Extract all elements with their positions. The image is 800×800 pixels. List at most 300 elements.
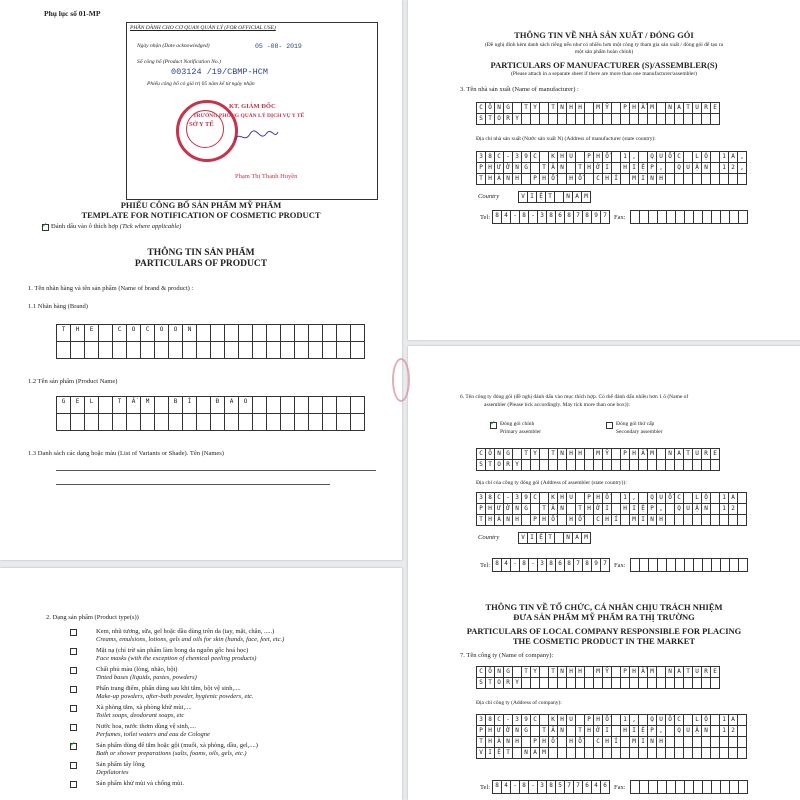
asm-name-char-cell [693,460,702,471]
brand-char-cell: T [57,325,71,342]
asm-addr-char-cell [666,504,675,515]
co-name-char-cell [711,678,720,689]
asm-addr-char-cell: Ư [495,504,504,515]
asm-fax-label: Fax: [614,562,626,569]
co-addr-char-cell: , [657,726,666,737]
co-addr-char-cell: 3 [477,715,486,726]
product-char-cell [281,414,295,431]
mfr-addr-char-cell [702,174,711,185]
mfr-addr-char-cell [666,174,675,185]
co-addr-char-cell [684,748,693,759]
mfr-tel-char-cell: - [529,211,538,224]
asm-addr-char-cell: Q [648,493,657,504]
responsible-title-en-1: PARTICULARS OF LOCAL COMPANY RESPONSIBLE FOR PLACING [466,626,742,636]
notification-no-label: Số công bố (Product Notification No.) [137,59,221,65]
mfr-name-char-cell [675,114,684,125]
co-addr-char-cell: M [540,748,549,759]
mfr-tel-char-cell: 8 [547,211,556,224]
mfr-addr-char-cell: H [486,174,495,185]
asm-addr-char-cell: Ồ [576,515,585,526]
brand-char-cell: O [155,325,169,342]
brand-char-cell [197,325,211,342]
asm-name-char-cell: S [477,460,486,471]
asm-tel-char-cell: 6 [556,559,565,572]
co-name-char-cell: T [486,678,495,689]
co-addr-char-cell [738,726,747,737]
product-char-cell [99,414,113,431]
co-tel-char-cell: 7 [565,781,574,794]
mfr-name-char-cell: T [549,103,558,114]
asm-country-char-cell: T [546,533,555,544]
product-char-cell [267,397,281,414]
manufacturer-title-en: PARTICULARS OF MANUFACTURER (S)/ASSEMBLER(S) [490,60,718,70]
asm-name-char-cell: N [495,449,504,460]
mfr-addr-char-cell: N [558,163,567,174]
asm-addr-char-cell: N [558,504,567,515]
mfr-fax-char-cell [649,211,658,224]
asm-fax-char-cell [640,559,649,572]
mfr-addr-char-cell [666,163,675,174]
asm-name-char-cell: Y [531,449,540,460]
product-char-cell [113,414,127,431]
mfr-name-char-cell [639,114,648,125]
product-char-cell: E [71,397,85,414]
tick-note-checkbox [42,224,49,231]
co-addr-char-cell [630,748,639,759]
product-char-cell [225,414,239,431]
co-addr-char-cell: H [621,726,630,737]
product-char-cell [351,397,365,414]
form-title-en: TEMPLATE FOR NOTIFICATION OF COSMETIC PRODUCT [81,210,321,220]
co-name-char-cell [585,678,594,689]
mfr-name-char-cell [711,114,720,125]
mfr-name-char-cell: N [666,103,675,114]
co-fax-char-cell [667,781,676,794]
product-type-vn: Phấn trang điểm, phấn dùng sau khi tắm, bột vệ sinh,.... [96,685,241,692]
co-name-char-cell [522,678,531,689]
asm-addr-char-cell: N [702,504,711,515]
co-addr-char-cell: 9 [522,715,531,726]
asm-addr-char-cell: Ờ [504,504,513,515]
co-addr-char-cell [540,715,549,726]
co-name-char-cell [576,678,585,689]
co-name-char-cell [558,678,567,689]
co-addr-char-cell [702,748,711,759]
product-type-checkbox[interactable] [70,705,77,712]
co-name-char-cell [702,678,711,689]
product-char-cell [323,397,337,414]
co-name-char-cell [612,678,621,689]
co-addr-char-cell: N [504,737,513,748]
asm-name-char-cell: R [702,449,711,460]
asm-name-char-cell: R [504,460,513,471]
product-char-cell: O [239,397,253,414]
co-name-char-cell: N [495,667,504,678]
mfr-addr-char-cell: Ồ [576,174,585,185]
item-1-3-label: 1.3 Danh sách các dạng hoặc màu (List of Variants or Shade). Tên (Names) [28,450,224,457]
mfr-name-char-cell [702,114,711,125]
asm-addr-char-cell: 2 [729,504,738,515]
co-name-char-cell [657,678,666,689]
asm-name-char-cell [549,460,558,471]
mfr-addr-char-cell: N [702,163,711,174]
responsible-title-vn-1: THÔNG TIN VỀ TỔ CHỨC, CÁ NHÂN CHỊU TRÁCH NHIỆM [485,602,723,612]
brand-char-cell [85,342,99,359]
co-addr-char-cell: Ớ [594,726,603,737]
mfr-addr-char-cell: Q [648,152,657,163]
co-addr-char-cell [657,748,666,759]
mfr-addr-char-cell [558,174,567,185]
co-name-char-cell [693,678,702,689]
brand-char-cell: E [85,325,99,342]
asm-fax-char-cell [712,559,721,572]
asm-fax-char-cell [676,559,685,572]
mfr-country-char-cell: A [573,192,582,203]
official-seal-inner [186,110,224,148]
asm-fax-char-cell [703,559,712,572]
product-type-vn: Xà phòng tắm, xà phòng khử mùi,.... [96,704,192,711]
asm-name-char-cell: U [693,449,702,460]
co-name-char-cell: Y [531,667,540,678]
product-type-vn: Chất phủ màu (lỏng, nhão, bột) [96,666,178,673]
mfr-addr-char-cell [720,174,729,185]
asm-name-char-cell: T [486,460,495,471]
mfr-tel-char-cell: - [511,211,520,224]
asm-name-char-cell [612,460,621,471]
co-name-char-cell: R [504,678,513,689]
asm-addr-char-cell [693,515,702,526]
mfr-name-char-cell: M [594,103,603,114]
mfr-fax-char-cell [739,211,748,224]
asm-addr-char-cell: Q [675,504,684,515]
asm-addr-char-cell: 3 [513,493,522,504]
mfr-name-char-cell [612,103,621,114]
co-addr-char-cell [513,748,522,759]
mfr-name-char-cell [585,103,594,114]
mfr-name-char-cell: Ô [486,103,495,114]
asm-addr-char-cell: , [630,493,639,504]
mfr-addr-char-cell [711,174,720,185]
co-tel-char-cell: 5 [556,781,565,794]
mfr-name-char-cell: P [621,103,630,114]
mfr-fax-char-cell [658,211,667,224]
mfr-addr-char-cell [522,174,531,185]
product-char-cell [71,414,85,431]
mfr-addr-char-cell: I [639,174,648,185]
mfr-fax-char-cell [676,211,685,224]
co-addr-char-cell: U [684,726,693,737]
assembler-address-label: Địa chỉ của công ty đóng gói (Address of assembler (state country)): [476,480,627,486]
co-addr-char-cell: Ờ [504,726,513,737]
brand-char-cell [155,342,169,359]
asm-addr-char-cell [612,504,621,515]
mfr-name-char-cell [612,114,621,125]
asm-addr-char-cell: U [684,504,693,515]
mfr-addr-char-cell: I [603,163,612,174]
co-addr-char-cell: H [594,715,603,726]
asm-name-char-cell: H [576,449,585,460]
co-addr-char-cell: Ệ [639,726,648,737]
asm-name-char-cell [648,460,657,471]
co-addr-char-cell [531,726,540,737]
asm-addr-char-cell: G [522,504,531,515]
product-type-en: Face masks (with the exception of chemical peeling products) [96,655,257,662]
asm-tel-char-cell: 9 [592,559,601,572]
co-name-char-cell: C [477,667,486,678]
co-name-char-cell: Ỹ [603,667,612,678]
form-title-vn: PHIẾU CÔNG BỐ SẢN PHẨM MỸ PHẨM [120,200,282,210]
asm-addr-char-cell: A [729,493,738,504]
co-addr-char-cell: Í [612,737,621,748]
co-addr-char-cell: T [576,726,585,737]
co-tel-char-cell: 3 [538,781,547,794]
asm-addr-char-cell: 9 [522,493,531,504]
asm-name-char-cell [603,460,612,471]
asm-name-char-cell: Ẩ [639,449,648,460]
co-name-char-cell: Ô [486,667,495,678]
asm-tel-char-cell: 3 [538,559,547,572]
mfr-name-char-cell [513,103,522,114]
asm-name-char-cell [576,460,585,471]
mfr-addr-char-cell: Q [675,163,684,174]
mfr-country-char-cell: N [564,192,573,203]
product-type-vn: Sản phẩm khử mùi và chống mùi. [96,780,184,787]
product-type-en: Depilatories [96,769,129,776]
brand-grid [56,324,365,359]
mfr-country-char-cell: T [546,192,555,203]
asm-name-char-cell [522,460,531,471]
co-addr-char-cell: Ố [666,715,675,726]
co-addr-char-cell: Â [549,726,558,737]
co-name-char-cell: N [558,667,567,678]
mfr-addr-char-cell: H [486,163,495,174]
mfr-country-char-cell [555,192,564,203]
asm-addr-char-cell [711,504,720,515]
mfr-addr-char-cell [576,152,585,163]
asm-addr-char-cell: H [603,515,612,526]
asm-name-char-cell: H [567,449,576,460]
asm-addr-char-cell [576,493,585,504]
brand-char-cell [57,342,71,359]
assembler-address-grid [476,492,747,526]
asm-addr-char-cell: C [594,515,603,526]
co-addr-char-cell: 1 [720,715,729,726]
co-addr-char-cell: 3 [513,715,522,726]
co-addr-char-cell: N [648,737,657,748]
asm-name-char-cell [540,460,549,471]
mfr-name-char-cell [558,114,567,125]
item-6-label-1: 6. Tên công ty đóng gói (đề nghị đánh dấu vào mục thích hợp. Có thể đánh dấu nhiều hơn 1 ô (Name of [460,394,689,400]
asm-fax-char-cell [658,559,667,572]
product-type-checkbox[interactable] [70,781,77,788]
asm-addr-char-cell: 8 [486,493,495,504]
mfr-addr-char-cell: T [540,163,549,174]
asm-addr-char-cell: P [477,504,486,515]
co-fax-char-cell [676,781,685,794]
primary-assembler-vn: Đóng gói chính [500,421,535,427]
asm-addr-char-cell [738,504,747,515]
co-addr-char-cell [639,715,648,726]
co-addr-char-cell: P [648,726,657,737]
asm-name-char-cell [594,460,603,471]
co-addr-char-cell: 1 [621,715,630,726]
asm-name-char-cell [639,460,648,471]
co-addr-char-cell: P [477,726,486,737]
co-name-char-cell: T [684,667,693,678]
mfr-addr-char-cell: N [648,174,657,185]
mfr-addr-char-cell: T [576,163,585,174]
co-fax-char-cell [721,781,730,794]
asm-name-char-cell: T [522,449,531,460]
co-addr-char-cell [648,748,657,759]
co-addr-char-cell [585,737,594,748]
brand-char-cell [99,325,113,342]
co-addr-char-cell: H [603,737,612,748]
co-addr-char-cell [639,748,648,759]
item-1-1-label: 1.1 Nhãn hàng (Brand) [28,303,88,310]
co-addr-char-cell [738,748,747,759]
mfr-addr-char-cell: 1 [621,152,630,163]
asm-addr-char-cell: U [657,493,666,504]
product-char-cell [351,414,365,431]
co-addr-char-cell: Ệ [495,748,504,759]
mfr-addr-char-cell: K [549,152,558,163]
mfr-fax-char-cell [667,211,676,224]
asm-name-char-cell [675,460,684,471]
co-tel-char-cell: - [511,781,520,794]
brand-char-cell [351,325,365,342]
co-name-char-cell [684,678,693,689]
validity-note: Phiếu công bố có giá trị 05 năm kể từ ngày nhận [147,81,255,87]
mfr-addr-char-cell: P [648,163,657,174]
mfr-country-char-cell: V [519,192,528,203]
mfr-tel-char-cell: 4 [502,211,511,224]
co-addr-char-cell [711,715,720,726]
co-addr-char-cell [711,726,720,737]
asm-fax-char-cell [685,559,694,572]
co-fax-char-cell [712,781,721,794]
asm-addr-char-cell [720,515,729,526]
co-addr-char-cell [522,737,531,748]
brand-char-cell [351,342,365,359]
mfr-addr-char-cell [675,174,684,185]
mfr-name-char-cell: S [477,114,486,125]
company-tel-grid [492,780,610,794]
secondary-assembler-checkbox[interactable] [606,422,613,429]
co-addr-char-cell [621,748,630,759]
mfr-addr-char-cell: T [477,174,486,185]
asm-name-char-cell: T [684,449,693,460]
product-type-checkbox[interactable] [70,629,77,636]
co-addr-char-cell: , [630,715,639,726]
product-char-cell [141,414,155,431]
item-7-label: 7. Tên công ty (Name of company): [460,652,554,659]
product-grid [56,396,365,431]
primary-assembler-checkbox[interactable] [490,422,497,429]
co-addr-char-cell: P [585,715,594,726]
mfr-addr-char-cell: - [504,152,513,163]
asm-tel-char-cell: 8 [520,559,529,572]
co-addr-char-cell: K [549,715,558,726]
co-fax-char-cell [640,781,649,794]
asm-addr-char-cell: C [495,493,504,504]
product-char-cell: B [169,397,183,414]
asm-addr-char-cell: L [693,493,702,504]
asm-addr-char-cell [522,515,531,526]
product-type-vn: Nước hoa, nước thơm dùng vệ sinh,.... [96,723,197,730]
product-type-checkbox[interactable] [70,648,77,655]
asm-country-char-cell: V [519,533,528,544]
co-addr-char-cell: - [504,715,513,726]
mfr-addr-char-cell [738,174,747,185]
asm-addr-char-cell: I [639,515,648,526]
co-fax-char-cell [649,781,658,794]
mfr-addr-char-cell [711,152,720,163]
asm-addr-char-cell: 1 [720,504,729,515]
asm-addr-char-cell: Ố [549,515,558,526]
asm-addr-char-cell [684,515,693,526]
seal-text: SỞ Y TẾ [189,121,214,128]
co-name-char-cell [567,678,576,689]
mfr-tel-char-cell: 7 [601,211,610,224]
asm-addr-char-cell: H [585,504,594,515]
asm-name-char-cell [540,449,549,460]
co-addr-char-cell [738,715,747,726]
brand-char-cell [225,325,239,342]
asm-addr-char-cell: I [630,504,639,515]
date-acknowledged-label: Ngày nhận (Date acknowledged) [137,43,210,49]
product-char-cell [295,414,309,431]
product-char-cell: A [225,397,239,414]
asm-fax-char-cell [721,559,730,572]
product-type-checkbox[interactable] [70,667,77,674]
manufacturer-note-vn-2: một sản phẩm hoàn chỉnh) [574,49,634,55]
asm-addr-char-cell [684,493,693,504]
mfr-addr-char-cell: 1 [720,163,729,174]
co-addr-char-cell: H [558,715,567,726]
mfr-name-char-cell [657,103,666,114]
mfr-addr-char-cell [540,152,549,163]
asm-country-label: Country [478,534,500,541]
co-name-char-cell: O [495,678,504,689]
product-type-checkbox[interactable] [70,686,77,693]
co-addr-char-cell: Ồ [576,737,585,748]
product-char-cell: Ắ [127,397,141,414]
product-type-checkbox[interactable] [70,762,77,769]
mfr-fax-char-cell [640,211,649,224]
mfr-country-char-cell: I [528,192,537,203]
mfr-addr-char-cell: 9 [522,152,531,163]
product-type-checkbox[interactable] [70,743,77,750]
asm-addr-char-cell [729,515,738,526]
product-char-cell [239,414,253,431]
mfr-addr-char-cell: Ậ [693,163,702,174]
product-type-checkbox[interactable] [70,724,77,731]
product-char-cell [197,414,211,431]
item-1-2-label: 1.2 Tên sản phẩm (Product Name) [28,378,118,385]
asm-name-char-cell [630,460,639,471]
product-char-cell [309,414,323,431]
co-addr-char-cell: A [531,748,540,759]
asm-name-char-cell: P [621,449,630,460]
manufacturer-fax-grid [630,210,748,224]
company-name-grid [476,666,720,689]
co-addr-char-cell: I [486,748,495,759]
co-addr-char-cell: Ố [603,715,612,726]
asm-tel-label: Tel: [480,562,491,569]
co-addr-char-cell [612,726,621,737]
co-addr-char-cell: C [531,715,540,726]
